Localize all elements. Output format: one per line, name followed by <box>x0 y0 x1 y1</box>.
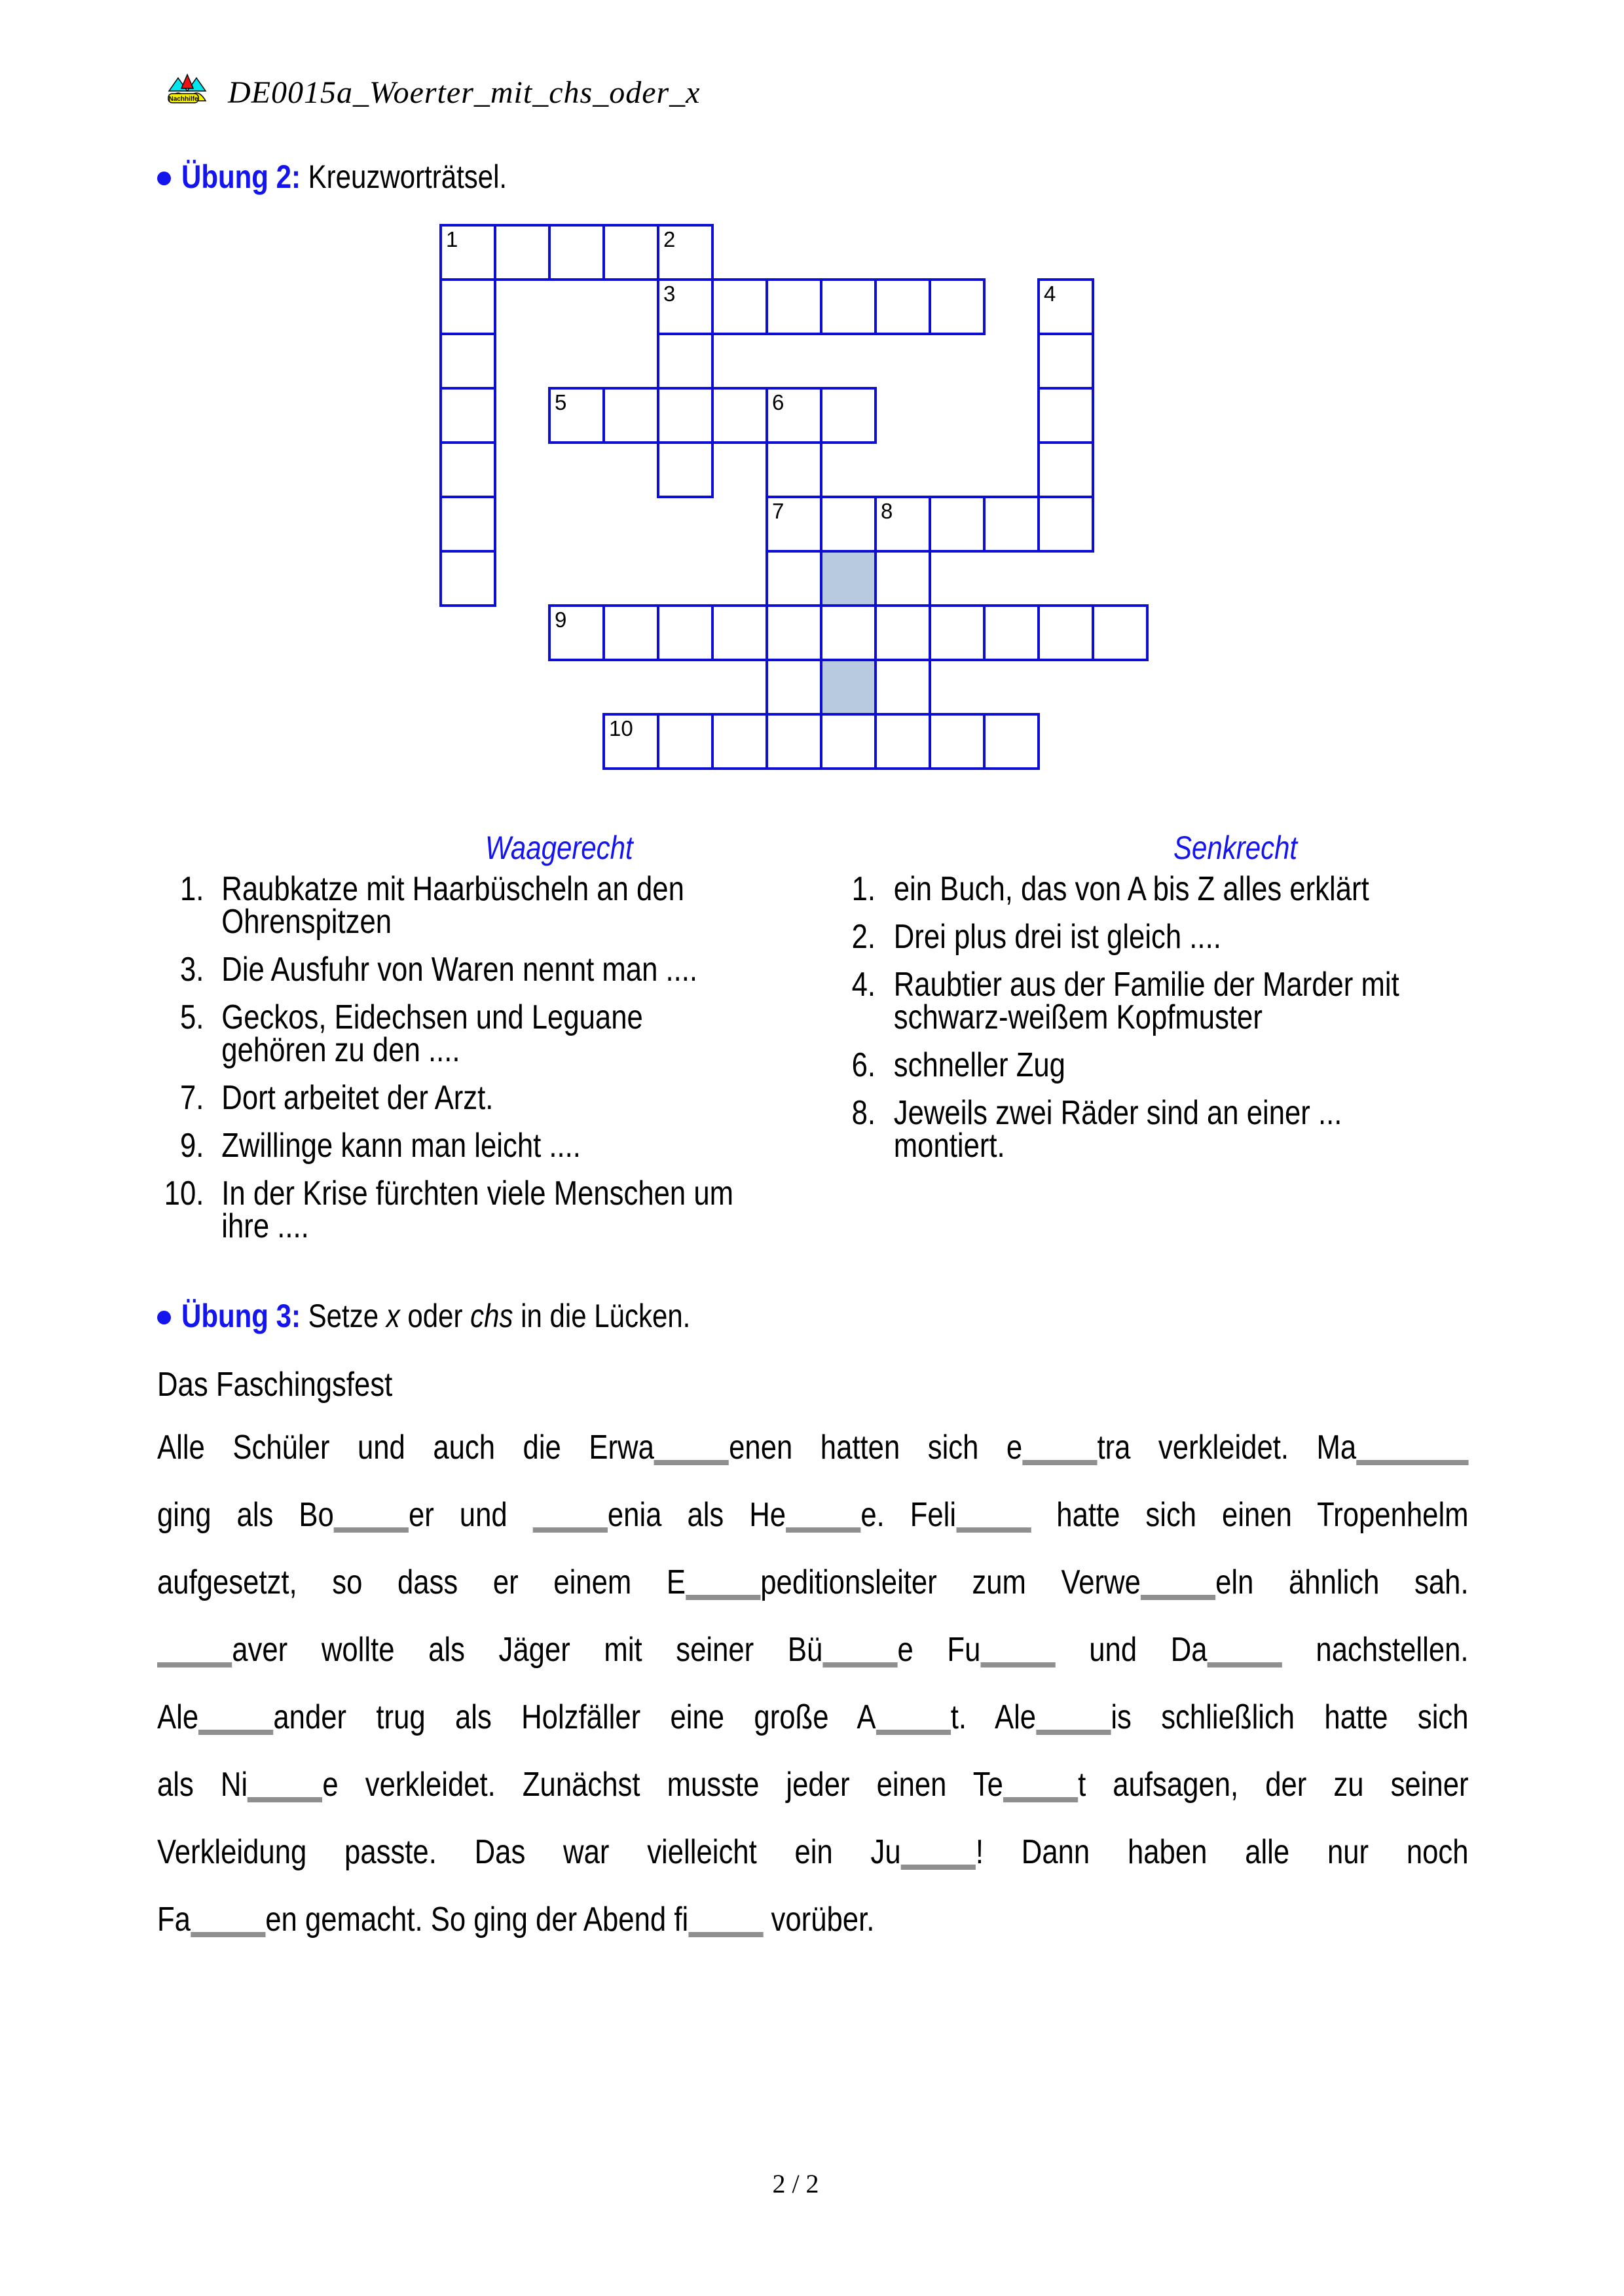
clue-number: 1. <box>179 870 204 908</box>
crossword-cell[interactable] <box>874 604 931 661</box>
clue-line: Ohrenspitzen <box>221 903 392 941</box>
crossword-cell[interactable] <box>1037 441 1094 498</box>
cell-number: 3 <box>663 282 676 306</box>
crossword-cell[interactable] <box>1037 496 1094 553</box>
crossword-cell[interactable] <box>439 441 496 498</box>
crossword-cell[interactable] <box>929 278 986 335</box>
fill-blank[interactable] <box>822 1656 897 1667</box>
clue-number: 7. <box>179 1079 204 1117</box>
clue-text <box>221 951 698 989</box>
fill-blank[interactable] <box>901 1858 976 1870</box>
clue-text <box>221 1177 733 1243</box>
fill-blank[interactable] <box>1022 1453 1097 1465</box>
crossword-cell[interactable] <box>820 278 877 335</box>
cell-number: 2 <box>663 227 676 251</box>
crossword-cell[interactable] <box>766 604 822 661</box>
fill-blank[interactable] <box>533 1521 608 1533</box>
crossword-cell[interactable] <box>548 604 605 661</box>
crossword-cell[interactable] <box>983 496 1040 553</box>
across-heading: Waagerecht <box>485 829 633 866</box>
logo-red-peak <box>181 75 193 88</box>
crossword-cell[interactable] <box>874 713 931 770</box>
clue-item <box>845 968 1615 1034</box>
crossword-grid <box>439 224 1149 770</box>
crossword-cell[interactable] <box>1037 387 1094 444</box>
crossword-cell[interactable] <box>820 713 877 770</box>
crossword-cell[interactable] <box>1037 333 1094 390</box>
cell-number: 5 <box>555 390 567 414</box>
page-number: 2 / 2 <box>772 2169 819 2198</box>
crossword-cell[interactable] <box>657 278 714 335</box>
crossword-cell[interactable] <box>711 604 768 661</box>
clue-number: 6. <box>851 1046 876 1084</box>
clue-line: Raubkatze mit Haarbüscheln an den <box>221 870 684 908</box>
story-line: aver wollte als Jäger mit seiner Bü e Fu und Da nachstellen. <box>157 1616 1469 1684</box>
crossword-cell[interactable] <box>766 713 822 770</box>
story-line: ging als Bo er und enia als He e. Feli hatte sich einen Tropenhelm <box>157 1496 1469 1534</box>
fill-blank[interactable] <box>334 1521 409 1533</box>
crossword-cell[interactable] <box>657 387 714 444</box>
clue-number: 5. <box>179 998 204 1036</box>
clue-number: 4. <box>851 966 876 1004</box>
clue-item <box>157 1079 927 1117</box>
exercise3-heading <box>157 1298 787 1335</box>
clue-item <box>157 870 927 941</box>
crossword-cell[interactable] <box>494 224 551 281</box>
clue-number: 8. <box>851 1094 876 1132</box>
story-line: Verkleidung passte. Das war vielleicht ein Ju ! Dann haben alle nur noch <box>157 1833 1469 1871</box>
crossword-cell[interactable] <box>766 550 822 607</box>
clue-item <box>157 1127 927 1165</box>
cell-number: 4 <box>1044 282 1056 306</box>
crossword-cell[interactable] <box>439 333 496 390</box>
clue-number: 9. <box>179 1127 204 1165</box>
clue-text <box>221 1127 581 1165</box>
fill-blank[interactable] <box>198 1723 273 1735</box>
bullet-icon <box>157 1311 171 1324</box>
crossword-cell[interactable] <box>766 441 822 498</box>
clue-number: 10. <box>164 1175 204 1212</box>
crossword-cell-shaded[interactable] <box>820 550 877 607</box>
nachhilfe-logo-icon <box>168 73 207 103</box>
clue-line: Jeweils zwei Räder sind an einer ... <box>893 1094 1342 1132</box>
clue-text <box>893 1094 1342 1165</box>
crossword-cell[interactable] <box>439 550 496 607</box>
crossword-cell[interactable] <box>602 713 659 770</box>
fill-blank[interactable] <box>686 1588 760 1600</box>
cell-number: 1 <box>446 227 458 251</box>
fill-blank[interactable] <box>157 1656 232 1667</box>
clue-text <box>221 870 684 941</box>
crossword-cell-shaded[interactable] <box>820 659 877 716</box>
clue-text <box>221 1079 494 1117</box>
clue-item <box>157 998 927 1069</box>
clue-number: 2. <box>851 918 876 956</box>
clue-line: schwarz-weißem Kopfmuster <box>893 998 1263 1036</box>
fill-blank[interactable] <box>786 1521 860 1533</box>
clue-line: Dort arbeitet der Arzt. <box>221 1079 494 1117</box>
fill-blank[interactable] <box>1208 1656 1282 1667</box>
cell-number: 9 <box>555 608 567 632</box>
clue-line: gehören zu den .... <box>221 1031 460 1069</box>
crossword-cell[interactable] <box>711 713 768 770</box>
story-title: Das Faschingsfest <box>157 1366 393 1404</box>
fill-blank[interactable] <box>248 1791 322 1802</box>
clue-line: Drei plus drei ist gleich .... <box>893 918 1221 956</box>
crossword-cell[interactable] <box>874 659 931 716</box>
crossword-cell[interactable] <box>711 387 768 444</box>
cell-number: 10 <box>609 716 633 740</box>
cell-number: 7 <box>772 499 784 523</box>
crossword-cell[interactable] <box>874 278 931 335</box>
crossword-cell[interactable] <box>983 713 1040 770</box>
crossword-cell[interactable] <box>766 387 822 444</box>
clue-number: 3. <box>179 951 204 989</box>
crossword-cell[interactable] <box>929 496 986 553</box>
crossword-cell[interactable] <box>1037 278 1094 335</box>
crossword-cell[interactable] <box>439 387 496 444</box>
fill-blank[interactable] <box>1003 1791 1078 1802</box>
crossword-cell[interactable] <box>439 496 496 553</box>
crossword-cell[interactable] <box>929 604 986 661</box>
down-clue-list <box>845 870 1615 1177</box>
crossword-cell[interactable] <box>766 278 822 335</box>
down-heading: Senkrecht <box>1173 829 1298 866</box>
crossword-cell[interactable] <box>657 604 714 661</box>
clue-line: Die Ausfuhr von Waren nennt man .... <box>221 951 698 989</box>
clue-text <box>221 998 643 1069</box>
exercise3-label: Übung 3: <box>181 1298 301 1334</box>
clue-line: montiert. <box>893 1127 1005 1165</box>
story-line: Alle Schüler und auch die Erwa enen hatten sich e tra verkleidet. Ma <box>157 1414 1469 1482</box>
clue-text <box>893 918 1221 956</box>
crossword-cell[interactable] <box>929 713 986 770</box>
header-title: DE0015a_Woerter_mit_chs_oder_x <box>228 75 701 110</box>
clue-item <box>845 870 1615 908</box>
clue-number: 1. <box>851 870 876 908</box>
clue-line: Geckos, Eidechsen und Leguane <box>221 998 643 1036</box>
cell-number: 6 <box>772 390 784 414</box>
clue-item <box>157 951 927 989</box>
bullet-icon <box>157 172 171 185</box>
crossword-cell[interactable] <box>439 278 496 335</box>
clue-line: schneller Zug <box>893 1046 1065 1084</box>
clue-line: In der Krise fürchten viele Menschen um <box>221 1175 734 1212</box>
clue-item <box>845 918 1615 956</box>
fill-blank[interactable] <box>191 1925 265 1937</box>
crossword-cell[interactable] <box>874 496 931 553</box>
crossword-cell[interactable] <box>766 496 822 553</box>
story-line: als Ni e verkleidet. Zunächst musste jeder einen Te t aufsagen, der zu seiner <box>157 1766 1469 1804</box>
crossword-cell[interactable] <box>602 387 659 444</box>
clue-line: ihre .... <box>221 1207 309 1245</box>
clue-text <box>893 1046 1065 1084</box>
exercise2-heading <box>157 158 569 196</box>
exercise2-title: Kreuzworträtsel. <box>308 158 507 195</box>
exercise3-instruction: Setze x oder chs in die Lücken. <box>308 1298 691 1334</box>
fill-blank[interactable] <box>1141 1588 1215 1600</box>
fill-blank[interactable] <box>980 1656 1055 1667</box>
cell-number: 8 <box>881 499 893 523</box>
crossword-cell[interactable] <box>657 441 714 498</box>
story-line: Fa en gemacht. So ging der Abend fi vorüber. <box>157 1901 875 1939</box>
fill-blank[interactable] <box>1036 1723 1111 1735</box>
fill-blank[interactable] <box>876 1723 951 1735</box>
crossword-cell[interactable] <box>820 387 877 444</box>
crossword-cell[interactable] <box>657 224 714 281</box>
clue-text <box>894 968 1399 1034</box>
crossword-cell[interactable] <box>548 224 605 281</box>
exercise2-label: Übung 2: <box>181 158 301 195</box>
crossword-cell[interactable] <box>602 604 659 661</box>
story-line: Ale ander trug als Holzfäller eine große A t. Ale is schließlich hatte sich <box>157 1698 1469 1736</box>
clue-line: Zwillinge kann man leicht .... <box>221 1127 581 1165</box>
fill-blank[interactable] <box>688 1925 763 1937</box>
clue-line: Raubtier aus der Familie der Marder mit <box>893 966 1399 1004</box>
story-paragraph <box>157 1414 1469 1954</box>
crossword-cell[interactable] <box>657 333 714 390</box>
crossword-cell[interactable] <box>1037 604 1094 661</box>
crossword-cell[interactable] <box>766 659 822 716</box>
fill-blank[interactable] <box>956 1521 1031 1533</box>
crossword-cell[interactable] <box>874 550 931 607</box>
across-clue-list <box>157 870 927 1258</box>
clue-item <box>845 1094 1615 1165</box>
crossword-cell[interactable] <box>657 713 714 770</box>
crossword-cell[interactable] <box>820 604 877 661</box>
clue-line: ein Buch, das von A bis Z alles erklärt <box>893 870 1369 908</box>
crossword-cell[interactable] <box>602 224 659 281</box>
clue-item <box>157 1177 927 1243</box>
clue-text <box>893 870 1369 908</box>
crossword-cell[interactable] <box>548 387 605 444</box>
crossword-cell[interactable] <box>439 224 496 281</box>
crossword-cell[interactable] <box>983 604 1040 661</box>
story-line: aufgesetzt, so dass er einem E peditionsleiter zum Verwe eln ähnlich sah. <box>157 1563 1469 1601</box>
crossword-cell[interactable] <box>1092 604 1149 661</box>
logo-banner-label: Nachhilfe <box>168 96 198 103</box>
fill-blank[interactable] <box>654 1453 729 1465</box>
fill-blank[interactable] <box>1356 1453 1468 1465</box>
clue-item <box>845 1046 1615 1084</box>
crossword-cell[interactable] <box>711 278 768 335</box>
crossword-cell[interactable] <box>820 496 877 553</box>
